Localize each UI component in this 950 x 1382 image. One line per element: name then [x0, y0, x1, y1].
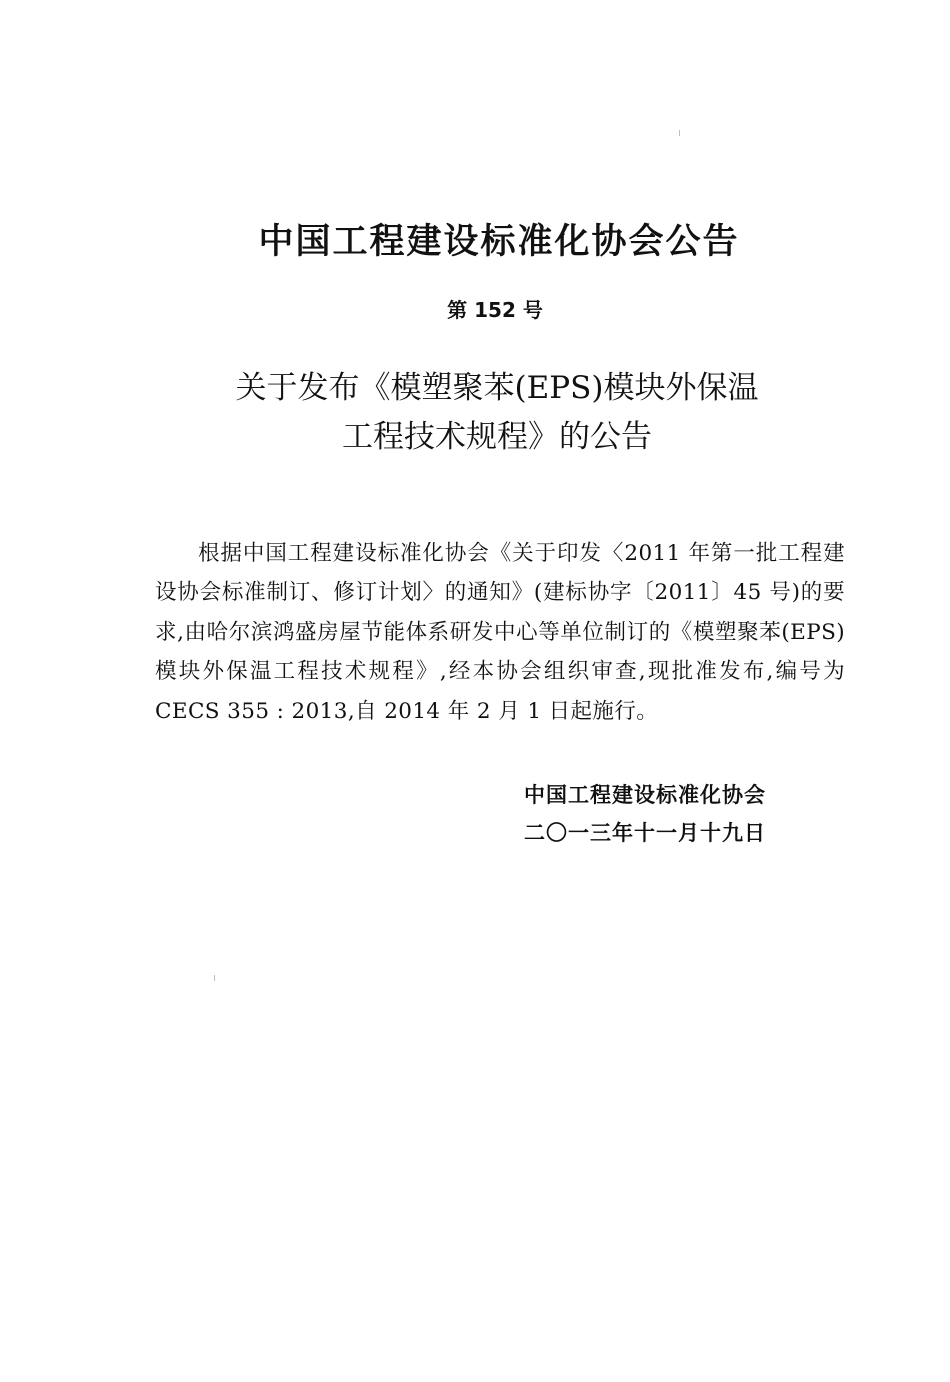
- notice-title-line-1: 关于发布《模塑聚苯(EPS)模块外保温: [235, 370, 759, 406]
- notice-title: [22, 364, 950, 462]
- announcement-number: 第 152 号: [447, 298, 543, 322]
- signature-date: 二〇一三年十一月十九日: [524, 821, 766, 845]
- announcement-body: 根据中国工程建设标准化协会《关于印发〈2011 年第一批工程建设协会标准制订、修订计划〉的通知》(建标协字〔2011〕45 号)的要求,由哈尔滨鸿盛房屋节能体系研发中心等单位制订的《模塑聚苯(EPS)模块外保温工程技术规程》,经本协会组织审查,现批准发布,编号为 CECS 355 : 2013,自 2014 年 2 月 1 日起施行。: [155, 540, 845, 724]
- notice-title-line-2: 工程技术规程》的公告: [342, 419, 652, 455]
- announcement-org-title: 中国工程建设标准化协会公告: [258, 222, 740, 262]
- scan-speck: [679, 130, 680, 136]
- scan-speck: [214, 975, 215, 981]
- signature-organization: 中国工程建设标准化协会: [524, 783, 766, 807]
- signature-block: [524, 776, 766, 852]
